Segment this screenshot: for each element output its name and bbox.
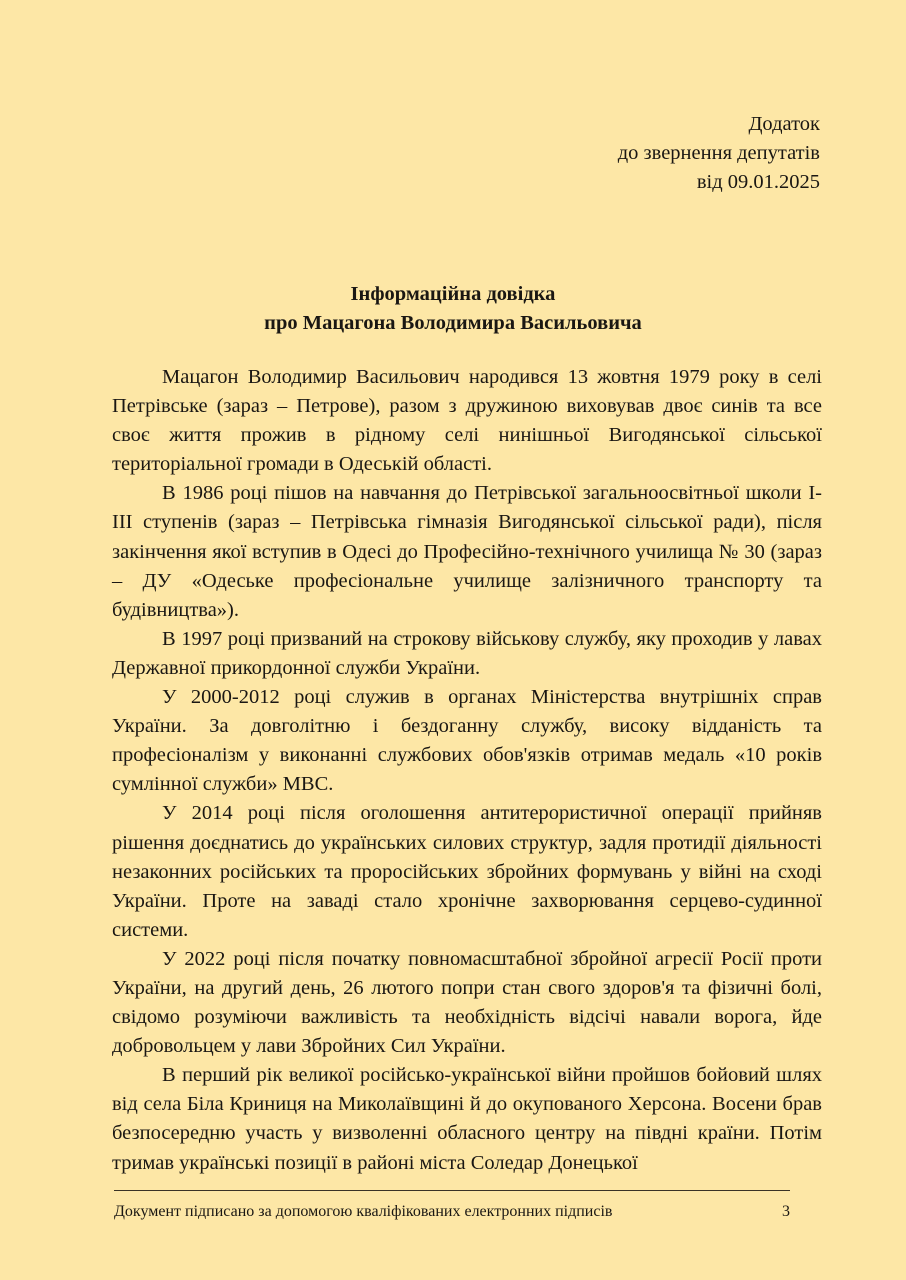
title-line-2: про Мацагона Володимира Васильовича <box>264 312 642 334</box>
document-body <box>112 363 822 1178</box>
page-number: 3 <box>782 1203 790 1220</box>
annex-label: Додаток <box>748 113 820 135</box>
footer-divider <box>114 1190 790 1191</box>
paragraph-2022: У 2022 році після початку повномасштабної збройної агресії Росії проти України, на другий день, 26 лютого попри стан свого здоров'я та фізичні болі, свідомо розуміючи важливість та необхідність відсічі навали ворога, йде добровольцем у лави Збройних Сил України. <box>112 947 822 1058</box>
annex-reference: до звернення депутатів <box>617 142 820 164</box>
paragraph-education: В 1986 році пішов на навчання до Петрівської загальноосвітньої школи I-III ступенів (зараз – Петрівська гімназія Вигодянської сільської ради), після закінчення якої вступив в Одесі до Професійно-технічного училища № 30 (зараз – ДУ «Одеське професіональне училище залізничного транспорту та будівництва»). <box>112 482 822 621</box>
paragraph-first-year-war: В перший рік великої російсько-української війни пройшов бойовий шлях від села Біла Криниця на Миколаївщині й до окупованого Херсона. Восени брав безпосередню участь у визволенні обласного центру на півдні країни. Потім тримав українські позиції в районі міста Соледар Донецької <box>112 1064 822 1174</box>
paragraph-military-service: В 1997 році призваний на строкову військову службу, яку проходив у лавах Державної прикордонної служби України. <box>112 627 822 679</box>
paragraph-2014: У 2014 році після оголошення антитерористичної операції прийняв рішення доєднатись до українських силових структур, задля протидії діяльності незаконних російських та проросійських збройних формувань у війні на сході України. Проте на заваді стало хронічне захворювання серцево-судинної системи. <box>112 802 822 941</box>
title-line-1: Інформаційна довідка <box>350 283 556 305</box>
paragraph-police-service: У 2000-2012 році служив в органах Міністерства внутрішніх справ України. За довголітню і бездоганну службу, високу відданість та професіоналізм у виконанні службових обов'язків отримав медаль «10 років сумлінної служби» МВС. <box>112 686 822 796</box>
annex-date: від 09.01.2025 <box>696 171 820 193</box>
footer-signature-note: Документ підписано за допомогою кваліфікованих електронних підписів <box>114 1203 613 1220</box>
annex-header <box>618 110 820 197</box>
paragraph-birth: Мацагон Володимир Васильович народився 13 жовтня 1979 року в селі Петрівське (зараз – Петрове), разом з дружиною виховував двоє синів та все своє життя прожив в рідному селі нинішньої Вигодянської сільської територіальної громади в Одеській області. <box>112 366 822 476</box>
document-title <box>0 280 906 338</box>
